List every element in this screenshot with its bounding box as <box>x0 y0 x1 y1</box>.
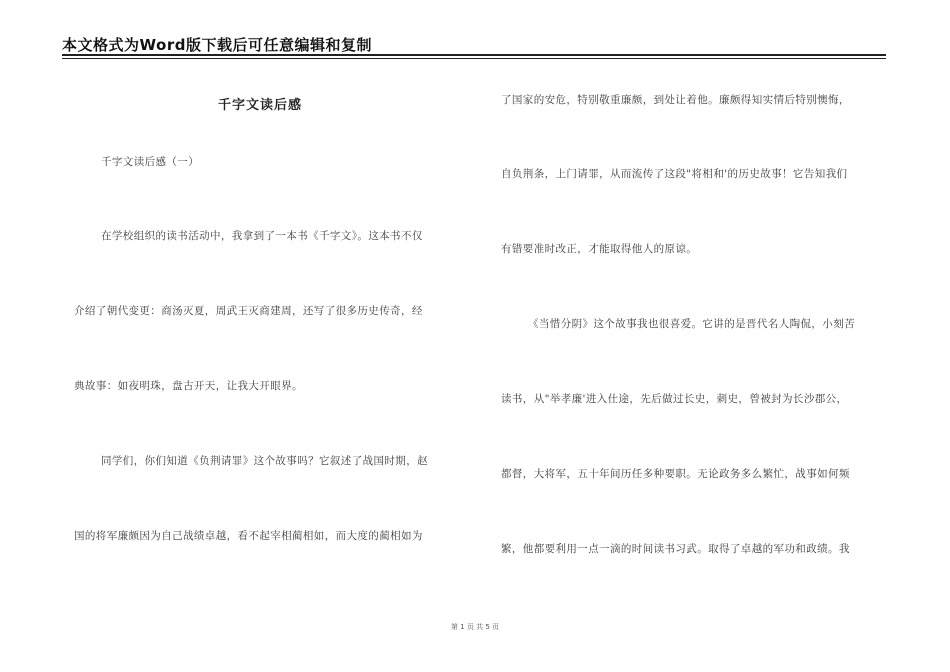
left-paragraph-line: 国的将军廉颇因为自己战绩卓越，看不起宰相蔺相如，而大度的蔺相如为 <box>74 530 423 542</box>
left-paragraph-line: 千字文读后感（一） <box>101 156 200 168</box>
right-paragraph-line: 了国家的安危，特别敬重廉颇，到处让着他。廉颇得知实情后特别懊悔， <box>501 94 850 106</box>
left-paragraph-line: 典故事：如夜明珠，盘古开天，让我大开眼界。 <box>74 380 303 392</box>
right-paragraph-line: 读书，从"举孝廉'进入仕途，先后做过长史，刺史，曾被封为长沙郡公， <box>501 393 848 405</box>
banner-divider-thin <box>62 58 886 59</box>
banner-divider-thick <box>62 54 886 56</box>
left-paragraph-line: 同学们，你们知道《负荆请罪》这个故事吗？它叙述了战国时期，赵 <box>101 455 428 467</box>
left-paragraph-line: 在学校组织的读书活动中，我拿到了一本书《千字文》。这本书不仅 <box>101 230 423 242</box>
page-number: 第 1 页 共 5 页 <box>450 623 500 631</box>
right-paragraph-line: 自负荆条，上门请罪，从而流传了这段"将相和'的历史故事！它告知我们 <box>501 168 848 180</box>
right-paragraph-line: 繁，他都要利用一点一滴的时间读书习武。取得了卓越的军功和政绩。我 <box>501 543 850 555</box>
document-title: 千字文读后感 <box>218 98 303 113</box>
document-banner: 本文格式为Word版下载后可任意编辑和复制 <box>62 36 372 54</box>
left-paragraph-line: 介绍了朝代变更：商汤灭夏，周武王灭商建周，还写了很多历史传奇，经 <box>74 305 423 317</box>
right-paragraph-line: 《当惜分阴》这个故事我也很喜爱。它讲的是晋代名人陶侃，小刻苦 <box>528 318 855 330</box>
right-paragraph-line: 都督，大将军，五十年间历任多种要职。无论政务多么繁忙，战事如何频 <box>501 468 850 480</box>
right-paragraph-line: 有错要准时改正，才能取得他人的原谅。 <box>501 243 698 255</box>
